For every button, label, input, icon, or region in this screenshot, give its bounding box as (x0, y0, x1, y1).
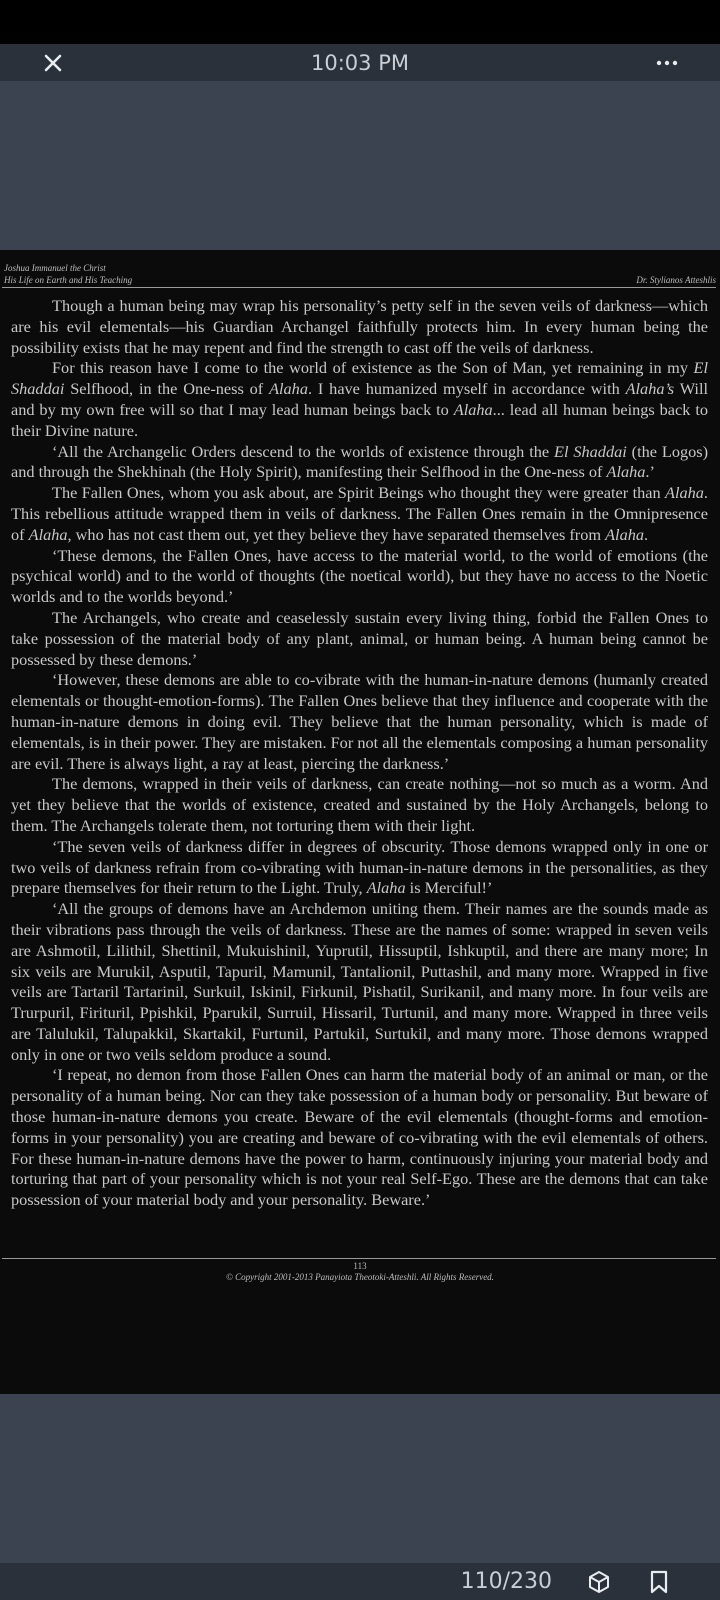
reader-background-bottom (0, 1394, 720, 1563)
text-run: (the Logos) and through the Shekhinah (the Holy Spirit), manifesting their Selfhood in the One-ness of (11, 441, 709, 482)
text-run: The Fallen Ones, whom you ask about, are Spirit Beings who thought they were greater than (52, 483, 666, 503)
copyright-notice: © Copyright 2001-2013 Panayiota Theotoki-Atteshli. All Rights Reserved. (226, 1272, 494, 1282)
paragraph (11, 546, 708, 608)
italic-term: Alaha (665, 483, 704, 503)
text-run: Selfhood, in the One-ness of (64, 379, 270, 399)
italic-term: El Shaddai (554, 441, 627, 461)
reader-background-top (0, 81, 720, 250)
italic-term: Alaha’s (625, 379, 675, 399)
reader-top-bar (0, 44, 720, 81)
3d-cube-icon[interactable] (586, 1569, 612, 1595)
text-run: , who has not cast them out, yet they believe they have separated themselves from (67, 524, 606, 544)
text-run: ‘I repeat, no demon from those Fallen Ones can harm the material body of an animal or man, or the personality of a human being. Nor can they take possession of a human body or personality. But beware of those human-in-nature demons you create. Beware of the evil elementals (thought-forms and emotion-forms in your personality) you are creating and beware of co-vibrating with the evil elementals of others. For these human-in-nature demons have the power to harm, continuously injuring your material body and torturing that part of your personality which is not your real Self-Ego. These are the demons that can take possession of your material body and your personality. Beware.’ (11, 1065, 708, 1210)
text-run: ‘All the Archangelic Orders descend to the worlds of existence through the (52, 441, 554, 461)
italic-term: Alaha (453, 399, 493, 419)
paragraph (11, 670, 708, 774)
bookmark-icon[interactable] (646, 1569, 672, 1595)
text-run: . I have humanized myself in accordance with (307, 379, 626, 399)
italic-term: Alaha (605, 524, 644, 544)
text-run: .’ (645, 462, 655, 482)
text-run: The Archangels, who create and ceaselessly sustain every living thing, forbid the Fallen Ones to take possession of the material body of any plant, animal, or human being. A human being cannot be possessed by these demons.’ (11, 607, 708, 669)
text-run: Will and by my own free will so that I may lead human beings back to (11, 379, 709, 419)
text-run: is Merciful!’ (405, 878, 493, 898)
paragraph (11, 483, 708, 545)
text-run: ‘All the groups of demons have an Archdemon uniting them. Their names are the sounds made as their vibrations pass through the veils of darkness. These are the names of some: wrapped in seven veils are Ashmotil, Lilithil, Shettinil, Mukuishinil, Yuprutil, Hissuptil, Ishkuptil, and there are many more; In six veils are Murukil, Asputil, Tapuril, Mamunil, Tantalionil, Puttashil, and many more. Wrapped in five veils are Tartaril Tartarinil, Surkuil, Iskinil, Firkunil, Pishatil, Surikanil, and many more. In four veils are Trurpuril, Firituril, Ppishkil, Pparukil, Surruil, Hissaril, Turtunil, and many more. Wrapped in three veils are Talulukil, Talupakkil, Skartakil, Furtunil, Partukil, Surtukil, and many more. Those demons wrapped only in one or two veils seldom produce a sound. (11, 899, 708, 1064)
clock-time: 10:03 PM (311, 50, 409, 75)
italic-term: Alaha (366, 878, 406, 898)
paragraph (11, 608, 708, 670)
running-header (4, 262, 716, 286)
close-icon[interactable] (40, 50, 66, 76)
paragraph (11, 899, 708, 1065)
text-run: ... lead all human beings back to their Divine nature. (11, 399, 708, 440)
italic-term: Alaha (28, 524, 68, 544)
text-run: . (644, 524, 649, 544)
paragraph (11, 296, 708, 358)
text-run: For this reason have I come to the world of existence as the Son of Man, yet remaining in my (52, 358, 694, 378)
page-number: 113 (353, 1261, 367, 1271)
paragraph (11, 1065, 708, 1211)
paragraph (11, 837, 708, 899)
text-run: ‘These demons, the Fallen Ones, have access to the material world, to the world of emotions (the psychical world) and to the world of thoughts (the noetical world), but they have no access to the Noetic worlds and to the worlds beyond.’ (11, 545, 708, 607)
paragraph (11, 442, 708, 484)
document-page[interactable] (0, 250, 720, 1394)
text-run: ‘However, these demons are able to co-vibrate with the human-in-nature demons (humanly created elementals or thought-emotion-forms). The Fallen Ones believe that they influence and cooperate with the human-in-nature demons in doing evil. They believe that the human personality, which is made of elementals, is in their power. They are mistaken. For not all the elementals composing a human personality are evil. There is always light, a ray at least, piercing the darkness.’ (11, 670, 708, 773)
footer-rule (2, 1258, 716, 1259)
header-book-subtitle: His Life on Earth and His Teaching (4, 275, 133, 285)
italic-term: Alaha (269, 379, 308, 399)
paragraph (11, 358, 708, 441)
status-bar-area (0, 0, 720, 44)
paragraph (11, 774, 708, 836)
page-progress[interactable]: 110/230 (460, 1569, 552, 1594)
header-rule (2, 287, 716, 288)
reader-bottom-bar (0, 1563, 720, 1600)
page-body-text (11, 296, 708, 1211)
header-author: Dr. Stylianos Atteshlis (636, 275, 716, 285)
text-run: ‘The seven veils of darkness differ in degrees of obscurity. Those demons wrapped only in one or two veils of darkness refrain from co-vibrating with human-in-nature demons in the personalities, as they prepare themselves for their return to the Light. Truly, (11, 836, 708, 898)
text-run: Though a human being may wrap his personality’s petty self in the seven veils of darkness—which are his evil elementals—his Guardian Archangel faithfully protects him. In every human being the possibility exists that he may repent and find the strength to cast off the veils of darkness. (11, 296, 708, 357)
italic-term: Alaha (606, 462, 646, 482)
more-horizontal-icon[interactable] (654, 50, 680, 76)
text-run: . This rebellious attitude wrapped them in veils of darkness. The Fallen Ones remain in the Omnipresence of (11, 483, 708, 544)
header-book-title: Joshua Immanuel the Christ (4, 263, 106, 273)
italic-term: El Shaddai (11, 358, 708, 399)
text-run: The demons, wrapped in their veils of darkness, can create nothing—not so much as a worm. And yet they believe that the worlds of existence, created and sustained by the Holy Archangels, belong to them. The Archangels tolerate them, not torturing them with their light. (11, 774, 708, 835)
